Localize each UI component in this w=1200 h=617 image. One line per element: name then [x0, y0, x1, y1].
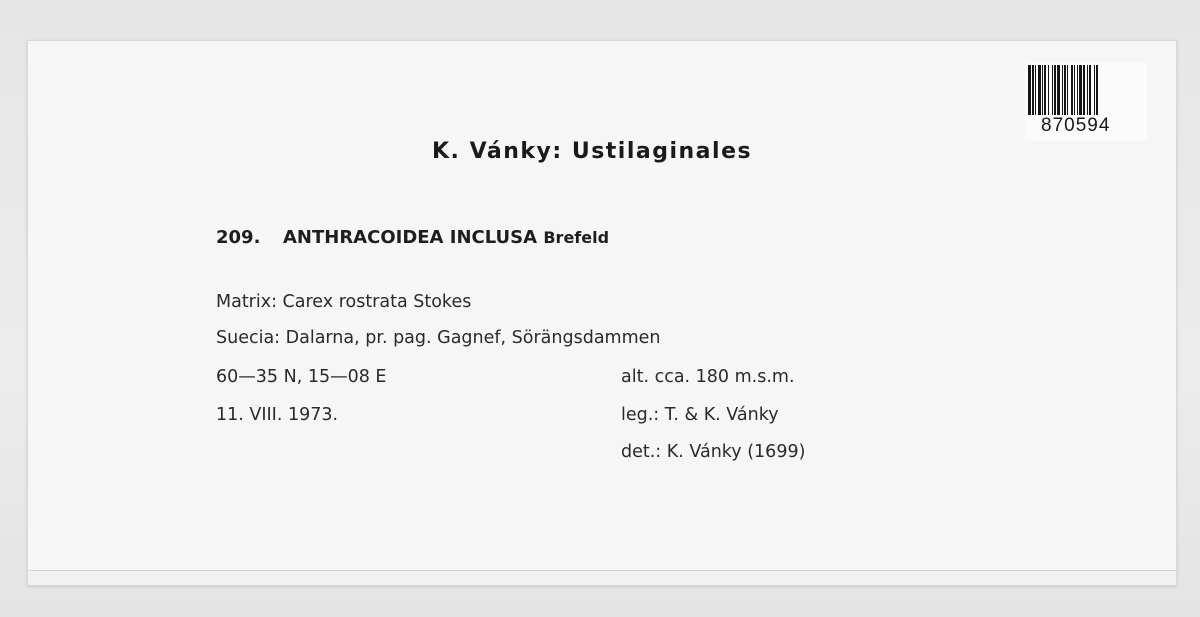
barcode-bar	[1044, 65, 1046, 115]
determinavit-line: det.: K. Vánky (1699)	[621, 442, 806, 462]
barcode-bar	[1054, 65, 1056, 115]
barcode-bar	[1038, 65, 1041, 115]
barcode-bar	[1057, 65, 1060, 115]
barcode-number: 870594	[1041, 115, 1111, 136]
barcode-bar	[1083, 65, 1085, 115]
barcode-bar	[1032, 65, 1034, 115]
barcode-bar	[1079, 65, 1082, 115]
barcode-bar	[1096, 65, 1098, 115]
barcode-bar	[1028, 65, 1031, 115]
barcode-bar	[1094, 65, 1095, 115]
species-author: Brefeld	[543, 228, 610, 247]
barcode-bar	[1089, 65, 1091, 115]
date-line: 11. VIII. 1973.	[216, 405, 339, 425]
barcode-sticker	[1025, 63, 1147, 141]
card-bottom-flap	[28, 571, 1176, 585]
barcode-bar	[1074, 65, 1075, 115]
species-heading	[216, 227, 609, 248]
barcode-bar	[1071, 65, 1073, 115]
altitude-line: alt. cca. 180 m.s.m.	[621, 367, 795, 387]
barcode-bar	[1077, 65, 1078, 115]
locality-line: Suecia: Dalarna, pr. pag. Gagnef, Sörängsdammen	[216, 328, 661, 348]
barcode-bar	[1087, 65, 1088, 115]
matrix-line: Matrix: Carex rostrata Stokes	[216, 292, 472, 312]
barcode-bar	[1064, 65, 1066, 115]
barcode-bar	[1067, 65, 1068, 115]
barcode-bar	[1035, 65, 1036, 115]
species-name: ANTHRACOIDEA INCLUSA	[282, 227, 538, 248]
barcode-graphic	[1027, 65, 1145, 115]
coordinates-line: 60—35 N, 15—08 E	[216, 367, 387, 387]
barcode-bar	[1052, 65, 1053, 115]
barcode-bar	[1042, 65, 1043, 115]
legit-line: leg.: T. & K. Vánky	[621, 405, 779, 425]
barcode-bar	[1048, 65, 1049, 115]
specimen-label-card	[27, 40, 1177, 586]
species-number: 209.	[216, 227, 261, 248]
barcode-bar	[1062, 65, 1063, 115]
collection-title: K. Vánky: Ustilaginales	[432, 139, 753, 164]
